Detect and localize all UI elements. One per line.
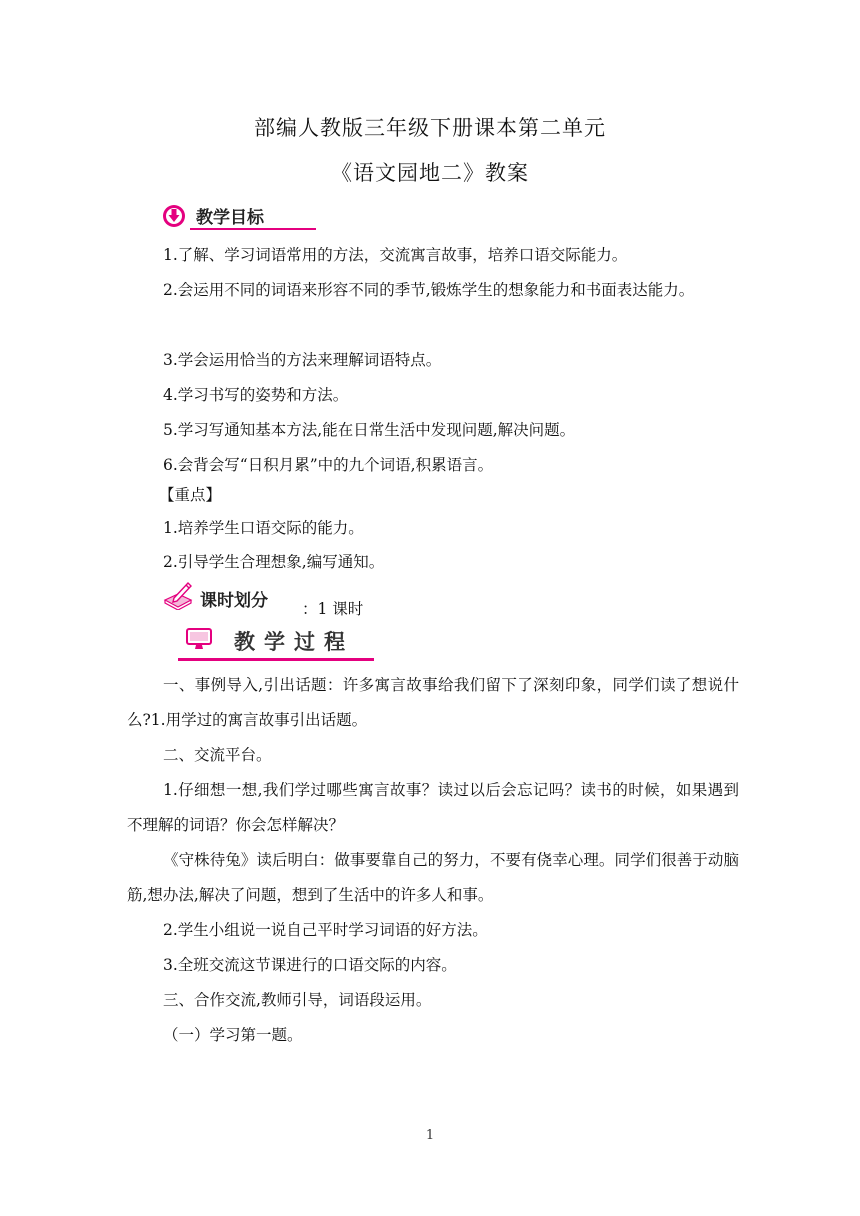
section-banner-goals xyxy=(162,202,318,232)
process-paragraph: （一）学习第一题。 xyxy=(163,1026,303,1044)
goal-item: 5.学习写通知基本方法,能在日常生活中发现问题,解决问题。 xyxy=(163,421,576,439)
key-points-heading: 【重点】 xyxy=(159,486,222,504)
process-paragraph: 一、事例导入,引出话题：许多寓言故事给我们留下了深刻印象，同学们读了想说什么?1.用学过的寓言故事引出话题。 xyxy=(127,676,739,729)
key-point-item: 1.培养学生口语交际的能力。 xyxy=(163,519,364,537)
key-point-item: 2.引导学生合理想象,编写通知。 xyxy=(163,553,385,571)
section-label-schedule: 课时划分 xyxy=(200,591,268,611)
goal-item: 6.会背会写“日积月累”中的九个词语,积累语言。 xyxy=(163,456,494,474)
process-paragraph: 《守株待兔》读后明白：做事要靠自己的努力，不要有侥幸心理。同学们很善于动脑筋,想办法,解决了问题，想到了生活中的许多人和事。 xyxy=(127,851,739,904)
section-label-goals: 教学目标 xyxy=(196,208,264,228)
section-banner-schedule xyxy=(160,580,290,612)
section-rule xyxy=(178,658,374,661)
pencil-book-icon xyxy=(162,580,194,610)
process-paragraph: 二、交流平台。 xyxy=(163,746,272,764)
down-arrow-icon xyxy=(162,204,186,228)
process-paragraph: 三、合作交流,教师引导，词语段运用。 xyxy=(163,991,432,1009)
process-paragraph: 2.学生小组说一说自己平时学习词语的好方法。 xyxy=(163,921,488,939)
monitor-icon xyxy=(186,628,212,650)
process-paragraph: 3.全班交流这节课进行的口语交际的内容。 xyxy=(163,956,457,974)
goal-item: 3.学会运用恰当的方法来理解词语特点。 xyxy=(163,351,442,369)
document-subtitle: 《语文园地二》教案 xyxy=(331,161,529,185)
process-paragraph: 1.仔细想一想,我们学过哪些寓言故事？读过以后会忘记吗？读书的时候，如果遇到不理解的词语？你会怎样解决？ xyxy=(127,781,739,834)
goal-item: 4.学习书写的姿势和方法。 xyxy=(163,386,349,404)
goal-item: 2.会运用不同的词语来形容不同的季节,锻炼学生的想象能力和书面表达能力。 xyxy=(163,281,695,299)
section-label-process: 教学过程 xyxy=(234,630,354,654)
page-number: 1 xyxy=(425,1128,435,1143)
section-banner-process xyxy=(178,620,374,662)
class-hours-value: ：1 课时 xyxy=(302,600,364,618)
document-title: 部编人教版三年级下册课本第二单元 xyxy=(254,116,606,140)
goal-item: 1.了解、学习词语常用的方法，交流寓言故事，培养口语交际能力。 xyxy=(163,246,628,264)
section-rule xyxy=(190,228,316,230)
